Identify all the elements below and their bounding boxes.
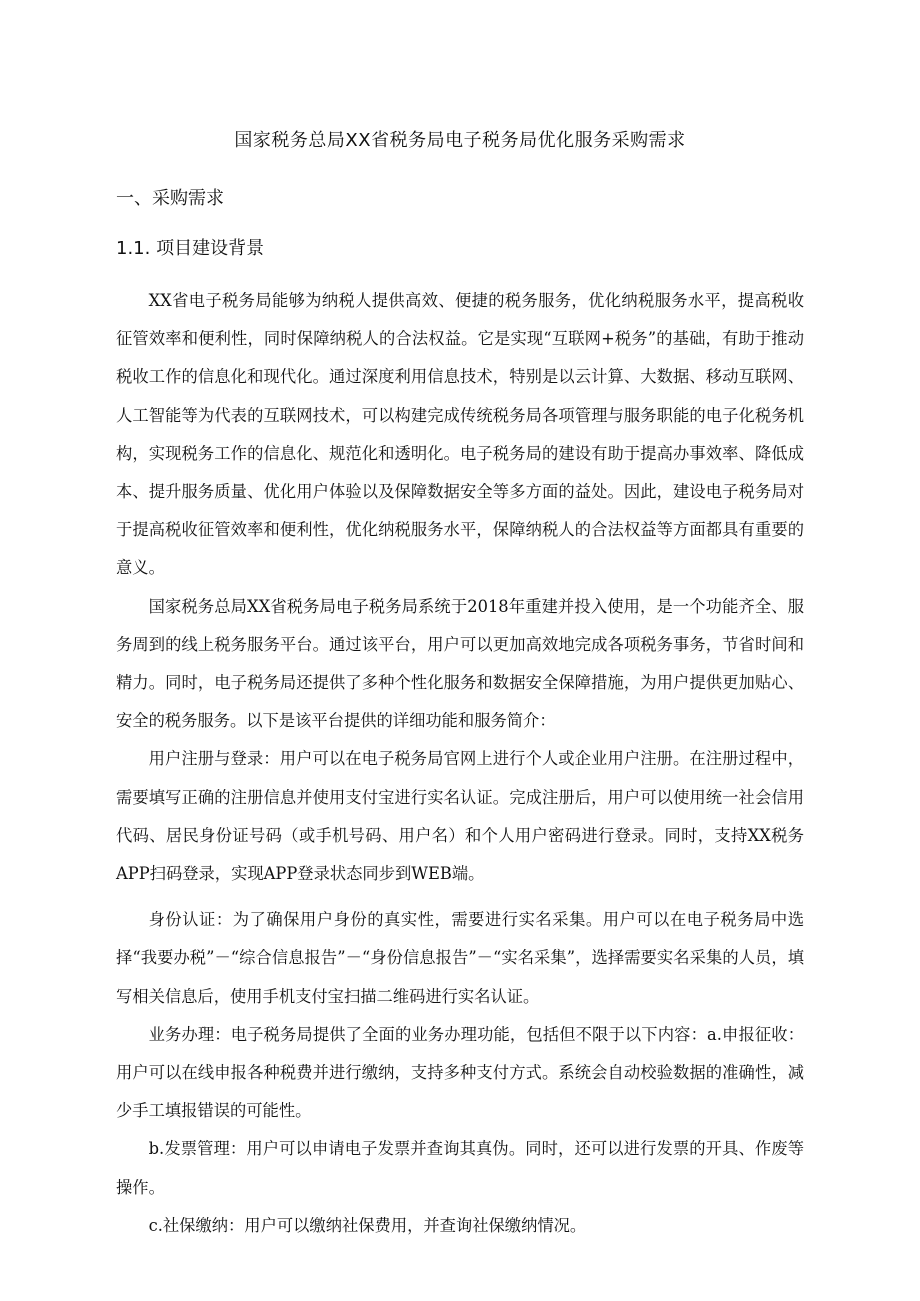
paragraph-registration-login: 用户注册与登录：用户可以在电子税务局官网上进行个人或企业用户注册。在注册过程中，需要填写正确的注册信息并使用支付宝进行实名认证。完成注册后，用户可以使用统一社会信用代码、居民身份证号码（或手机号码、用户名）和个人用户密码进行登录。同时，支持XX税务APP扫码登录，实现APP登录状态同步到WEB端。 (116, 749, 804, 884)
paragraph-identity-auth: 身份认证：为了确保用户身份的真实性，需要进行实名采集。用户可以在电子税务局中选择“我要办税”－“综合信息报告”－“身份信息报告”－“实名采集”，选择需要实名采集的人员，填写相关信息后，使用手机支付宝扫描二维码进行实名认证。 (116, 910, 804, 1006)
paragraph-background: XX省电子税务局能够为纳税人提供高效、便捷的税务服务，优化纳税服务水平，提高税收征管效率和便利性，同时保障纳税人的合法权益。它是实现“互联网+税务”的基础，有助于推动税收工作的信息化和现代化。通过深度利用信息技术，特别是以云计算、大数据、移动互联网、人工智能等为代表的互联网技术，可以构建完成传统税务局各项管理与服务职能的电子化税务机构，实现税务工作的信息化、规范化和透明化。电子税务局的建设有助于提高办事效率、降低成本、提升服务质量、优化用户体验以及保障数据安全等多方面的益处。因此，建设电子税务局对于提高税收征管效率和便利性，优化纳税服务水平，保障纳税人的合法权益等方面都具有重要的意义。 (116, 291, 804, 578)
paragraph-social-security: c.社保缴纳：用户可以缴纳社保费用，并查询社保缴纳情况。 (148, 1215, 587, 1235)
subsection-heading: 1.1. 项目建设背景 (116, 238, 265, 259)
paragraph-business-handling: 业务办理：电子税务局提供了全面的业务办理功能，包括但不限于以下内容：a.申报征收：用户可以在线申报各种税费并进行缴纳，支持多种支付方式。系统会自动校验数据的准确性，减少手工填报错误的可能性。 (116, 1024, 804, 1121)
document-title: 国家税务总局XX省税务局电子税务局优化服务采购需求 (234, 130, 686, 151)
section-heading: 一、采购需求 (116, 188, 224, 209)
paragraph-gap (116, 893, 804, 901)
paragraph-invoice-management: b.发票管理：用户可以申请电子发票并查询其真伪。同时，还可以进行发票的开具、作废等操作。 (116, 1139, 804, 1197)
paragraph-platform-intro: 国家税务总局XX省税务局电子税务局系统于2018年重建并投入使用，是一个功能齐全、服务周到的线上税务服务平台。通过该平台，用户可以更加高效地完成各项税务事务，节省时间和精力。同时，电子税务局还提供了多种个性化服务和数据安全保障措施，为用户提供更加贴心、安全的税务服务。以下是该平台提供的详细功能和服务简介： (116, 596, 804, 731)
document-body (116, 282, 804, 1245)
